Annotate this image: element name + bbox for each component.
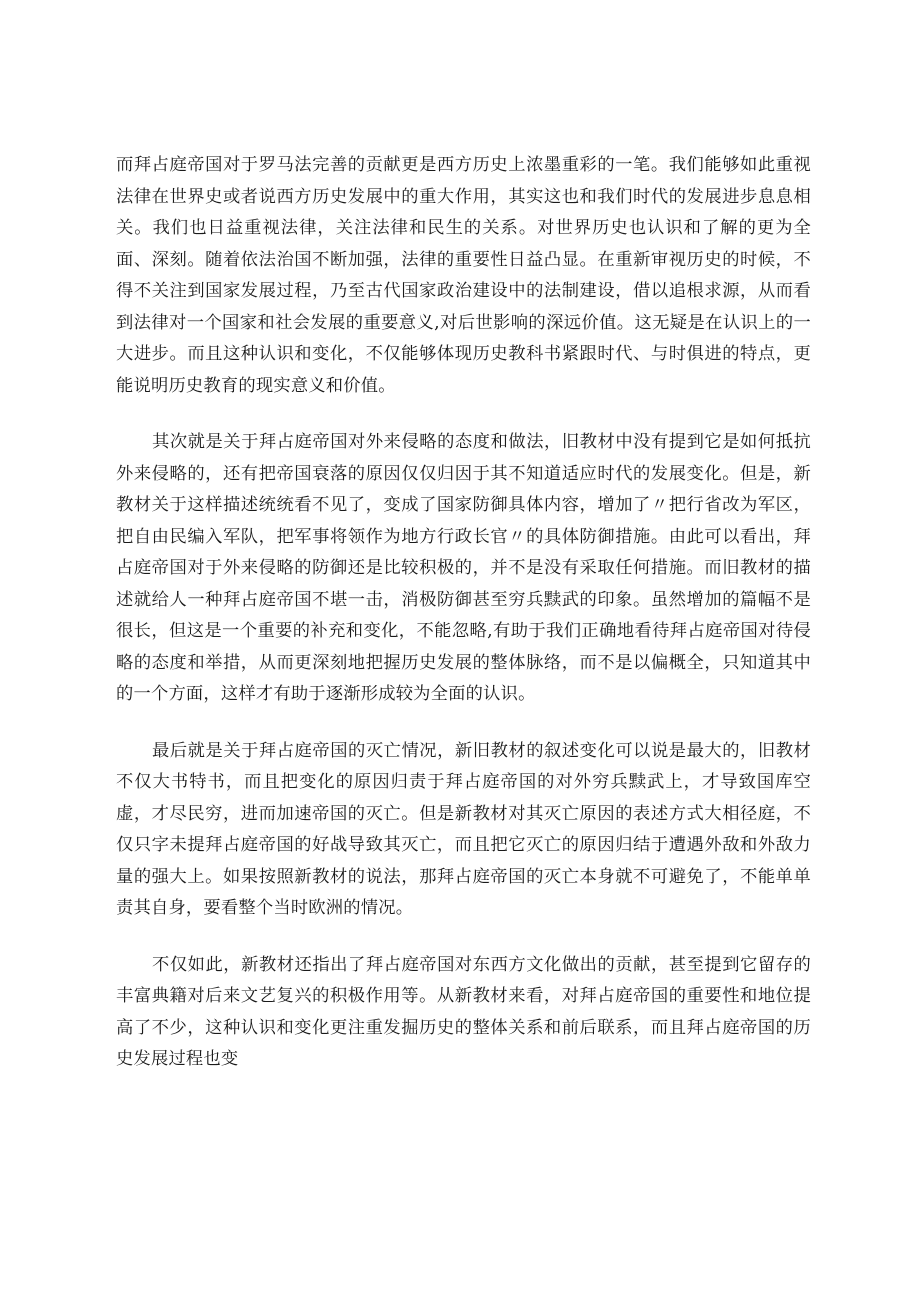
paragraph-4: 不仅如此，新教材还指出了拜占庭帝国对东西方文化做出的贡献，甚至提到它留存的丰富典籍对后来文艺复兴的积极作用等。从新教材来看，对拜占庭帝国的重要性和地位提高了不少，这种认识和变化更注重发掘历史的整体关系和前后联系，而且拜占庭帝国的历史发展过程也变: [116, 954, 811, 1069]
paragraph-2: 其次就是关于拜占庭帝国对外来侵略的态度和做法，旧教材中没有提到它是如何抵抗外来侵略的，还有把帝国衰落的原因仅仅归因于其不知道适应时代的发展变化。但是，新教材关于这样描述统统看不见了，变成了国家防御具体内容，增加了〃把行省改为军区，把自由民编入军队，把军事将领作为地方行政长官〃的具体防御措施。由此可以看出，拜占庭帝国对于外来侵略的防御还是比较积极的，并不是没有采取任何措施。而旧教材的描述就给人一种拜占庭帝国不堪一击，消极防御甚至穷兵黩武的印象。虽然增加的篇幅不是很长，但这是一个重要的补充和变化，不能忽略,有助于我们正确地看待拜占庭帝国对待侵略的态度和举措，从而更深刻地把握历史发展的整体脉络，而不是以偏概全，只知道其中的一个方面，这样才有助于逐渐形成较为全面的认识。: [116, 432, 811, 704]
paragraph-3: 最后就是关于拜占庭帝国的灭亡情况，新旧教材的叙述变化可以说是最大的，旧教材不仅大书特书，而且把变化的原因归责于拜占庭帝国的对外穷兵黩武上，才导致国库空虚，才尽民穷，进而加速帝国的灭亡。但是新教材对其灭亡原因的表述方式大相径庭，不仅只字未提拜占庭帝国的好战导致其灭亡，而且把它灭亡的原因归结于遭遇外敌和外敌力量的强大上。如果按照新教材的说法，那拜占庭帝国的灭亡本身就不可避免了，不能单单责其自身，要看整个当时欧洲的情况。: [116, 740, 811, 918]
document-page: [116, 150, 811, 1076]
paragraph-1: 而拜占庭帝国对于罗马法完善的贡献更是西方历史上浓墨重彩的一笔。我们能够如此重视法律在世界史或者说西方历史发展中的重大作用，其实这也和我们时代的发展进步息息相关。我们也日益重视法律，关注法律和民生的关系。对世界历史也认识和了解的更为全面、深刻。随着依法治国不断加强，法律的重要性日益凸显。在重新审视历史的时候，不得不关注到国家发展过程，乃至古代国家政治建设中的法制建设，借以追根求源，从而看到法律对一个国家和社会发展的重要意义,对后世影响的深远价值。这无疑是在认识上的一大进步。而且这种认识和变化，不仅能够体现历史教科书紧跟时代、与时俱进的特点，更能说明历史教育的现实意义和价值。: [116, 155, 811, 396]
